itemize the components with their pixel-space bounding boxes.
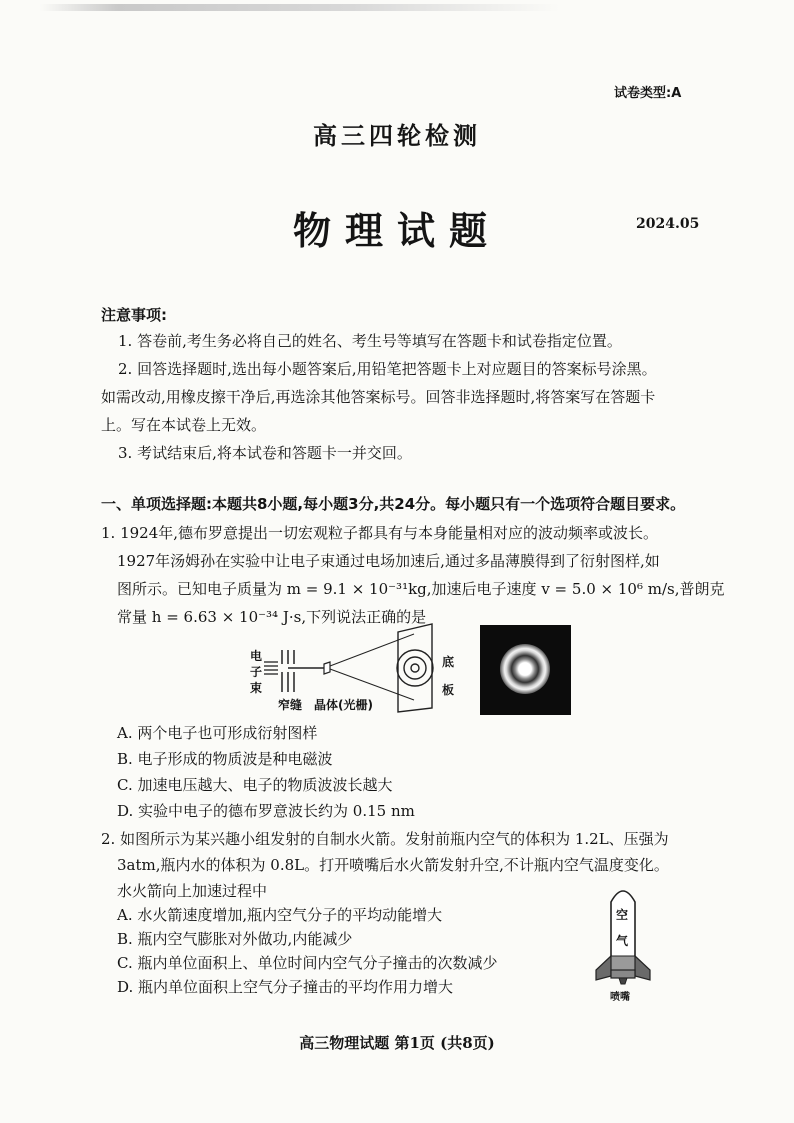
q1-stem-line-2: 1927年汤姆孙在实验中让电子束通过电场加速后,通过多晶薄膜得到了衍射图样,如 xyxy=(117,552,660,570)
diffraction-pattern-image xyxy=(480,625,571,715)
label-air-2: 气 xyxy=(616,934,629,948)
crystal-icon xyxy=(324,662,330,674)
q1-apparatus-figure xyxy=(244,622,464,716)
q2-option-a: A. 水火箭速度增加,瓶内空气分子的平均动能增大 xyxy=(117,906,443,924)
q1-stem-line-1: 1. 1924年,德布罗意提出一切宏观粒子都具有与本身能量相对应的波动频率或波长。 xyxy=(101,524,659,542)
q2-stem-line-3: 水火箭向上加速过程中 xyxy=(117,882,268,900)
notice-heading: 注意事项: xyxy=(101,306,167,324)
label-crystal: 晶体(光栅) xyxy=(314,698,373,712)
q2-option-d: D. 瓶内单位面积上空气分子撞击的平均作用力增大 xyxy=(117,978,454,996)
notice-item-3: 3. 考试结束后,将本试卷和答题卡一并交回。 xyxy=(118,444,412,462)
section-1-heading: 一、单项选择题:本题共8小题,每小题3分,共24分。每小题只有一个选项符合题目要求。 xyxy=(101,495,686,513)
paper-type: 试卷类型:A xyxy=(614,86,682,101)
exam-subtitle: 高三四轮检测 xyxy=(313,121,481,150)
notice-item-2-line-2: 如需改动,用橡皮擦干净后,再选涂其他答案标号。回答非选择题时,将答案写在答题卡 xyxy=(101,388,656,406)
exam-title: 物理试题 xyxy=(292,208,501,253)
screen-plate xyxy=(398,624,432,712)
notice-item-2-line-3: 上。写在本试卷上无效。 xyxy=(101,416,267,434)
q2-stem-line-2: 3atm,瓶内水的体积为 0.8L。打开喷嘴后水火箭发射升空,不计瓶内空气温度变化。 xyxy=(117,856,669,874)
slit-plates xyxy=(282,650,324,692)
notice-item-2-line-1: 2. 回答选择题时,选出每小题答案后,用铅笔把答题卡上对应题目的答案标号涂黑。 xyxy=(118,360,657,378)
scan-artifact xyxy=(40,4,560,11)
q1-option-d: D. 实验中电子的德布罗意波长约为 0.15 nm xyxy=(117,802,415,820)
notice-item-1: 1. 答卷前,考生务必将自己的姓名、考生号等填写在答题卡和试卷指定位置。 xyxy=(118,332,622,350)
q1-option-b: B. 电子形成的物质波是种电磁波 xyxy=(117,750,333,768)
water-rocket-figure xyxy=(590,880,656,1004)
page-footer: 高三物理试题 第1页 (共8页) xyxy=(299,1034,495,1052)
q1-option-a: A. 两个电子也可形成衍射图样 xyxy=(117,724,318,742)
q2-option-b: B. 瓶内空气膨胀对外做功,内能减少 xyxy=(117,930,353,948)
q2-stem-line-1: 2. 如图所示为某兴趣小组发射的自制水火箭。发射前瓶内空气的体积为 1.2L、压强为 xyxy=(101,830,669,848)
q1-option-c: C. 加速电压越大、电子的物质波波长越大 xyxy=(117,776,393,794)
label-electron-beam: 电 子 束 xyxy=(250,649,263,695)
label-slit: 窄缝 xyxy=(278,698,303,712)
q1-stem-line-3: 图所示。已知电子质量为 m = 9.1 × 10⁻³¹kg,加速后电子速度 v = 5.0 × 10⁶ m/s,普朗克 xyxy=(117,580,725,598)
label-air-1: 空 xyxy=(616,908,629,922)
label-screen: 底 板 xyxy=(442,655,455,697)
q2-option-c: C. 瓶内单位面积上、单位时间内空气分子撞击的次数减少 xyxy=(117,954,498,972)
label-nozzle: 喷嘴 xyxy=(610,992,630,1003)
exam-date: 2024.05 xyxy=(636,216,700,232)
q1-stem-line-4: 常量 h = 6.63 × 10⁻³⁴ J·s,下列说法正确的是 xyxy=(117,608,427,626)
electron-beam-lines xyxy=(264,662,278,674)
